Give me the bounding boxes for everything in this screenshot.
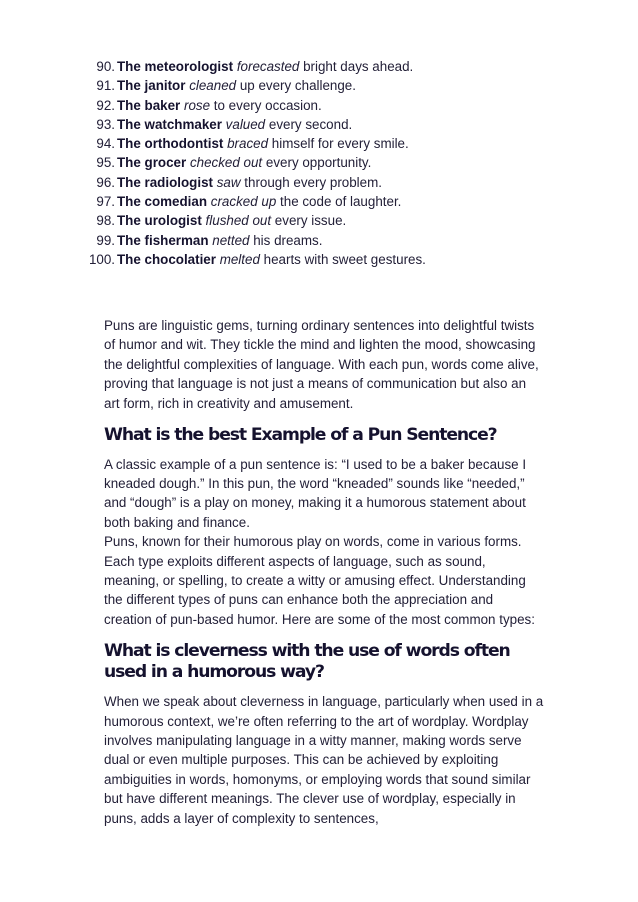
pun-rest: the code of laughter. (280, 194, 402, 210)
section-heading-cleverness: What is cleverness with the use of words often used in a humorous way? (104, 641, 510, 682)
list-number: 99. (96, 232, 115, 248)
pun-sentence (117, 96, 322, 115)
list-number: 98. (96, 213, 115, 229)
pun-list-item (0, 192, 638, 211)
pun-verb: flushed out (205, 213, 272, 229)
pun-subject: The fisherman (117, 232, 209, 248)
pun-subject: The orthodontist (117, 136, 224, 152)
pun-rest: through every problem. (244, 174, 382, 190)
pun-sentence (117, 134, 409, 153)
pun-verb: saw (216, 174, 241, 190)
pun-list-item (0, 96, 638, 115)
list-number: 93. (96, 116, 115, 132)
pun-list-item (0, 153, 638, 172)
pun-sentence (117, 192, 401, 211)
list-number: 90. (96, 59, 115, 74)
pun-rest: hearts with sweet gestures. (263, 251, 426, 267)
pun-sentence (117, 76, 356, 95)
pun-subject: The comedian (117, 194, 208, 210)
pun-rest: every opportunity. (265, 155, 372, 171)
pun-rest: bright days ahead. (303, 59, 414, 74)
list-number: 94. (96, 136, 115, 152)
pun-sentence (117, 231, 322, 250)
list-number: 96. (96, 174, 115, 190)
pun-sentence (117, 115, 352, 134)
pun-list-item (0, 134, 638, 153)
pun-list-item (0, 231, 638, 250)
pun-list-item (0, 115, 638, 134)
pun-subject: The radiologist (117, 174, 213, 190)
intro-paragraph: Puns are linguistic gems, turning ordinary sentences into delightful twists of humor and wit. They tickle the mind and lighten the mood, showcasing the delightful complexities of language. With each pun, words come alive, proving that language is not just a means of communication but also an art form, rich in creativity and amusement. (104, 318, 539, 411)
section-heading-best-example: What is the best Example of a Pun Sentence? (104, 425, 497, 446)
pun-rest: up every challenge. (239, 78, 356, 94)
pun-verb: braced (227, 136, 269, 152)
pun-sentence (117, 57, 413, 76)
pun-subject: The baker (117, 97, 181, 113)
pun-verb: cracked up (210, 194, 277, 210)
pun-list-item (0, 173, 638, 192)
pun-types-paragraph: Puns, known for their humorous play on words, come in various forms. Each type exploits different aspects of language, such as sound, meaning, or spelling, to create a witty or amusing effect. Understanding the different types of puns can enhance both the appreciation and creation of pun-based humor. Here are some of the most common types: (104, 534, 535, 627)
list-number: 100. (88, 251, 115, 267)
pun-subject: The meteorologist (117, 59, 234, 74)
pun-list-item (0, 76, 638, 95)
pun-sentence (117, 250, 426, 269)
pun-subject: The chocolatier (117, 251, 216, 267)
pun-rest: to every occasion. (213, 97, 322, 113)
pun-verb: valued (225, 116, 266, 132)
pun-sentence (117, 173, 382, 192)
pun-rest: every second. (268, 116, 353, 132)
pun-verb: rose (184, 97, 211, 113)
pun-subject: The janitor (117, 78, 186, 94)
pun-subject: The urologist (117, 213, 202, 229)
pun-verb: netted (212, 232, 250, 248)
pun-list-item (0, 57, 638, 76)
cleverness-paragraph: When we speak about cleverness in language, particularly when used in a humorous context, we’re often referring to the art of wordplay. Wordplay involves manipulating language in a witty manner, making words serve dual or even multiple purposes. This can be achieved by exploiting ambiguities in words, homonyms, or employing words that sound similar but have different meanings. The clever use of wordplay, especially in puns, adds a layer of complexity to sentences, (104, 694, 544, 826)
pun-verb: checked out (189, 155, 263, 171)
pun-subject: The watchmaker (117, 116, 222, 132)
article-body (104, 316, 544, 828)
pun-verb: melted (219, 251, 260, 267)
best-example-paragraph: A classic example of a pun sentence is: “I used to be a baker because I kneaded dough.” In this pun, the word “kneaded” sounds like “needed,” and “dough” is a play on money, making it a humorous statement about both baking and finance. (104, 456, 527, 530)
pun-rest: every issue. (274, 213, 347, 229)
pun-list (0, 57, 638, 269)
pun-sentence (117, 211, 346, 230)
pun-verb: forecasted (236, 59, 300, 74)
pun-subject: The grocer (117, 155, 187, 171)
pun-rest: himself for every smile. (271, 136, 409, 152)
list-number: 92. (96, 97, 115, 113)
pun-list-item (0, 250, 638, 269)
pun-rest: his dreams. (253, 232, 323, 248)
list-number: 95. (96, 155, 115, 171)
pun-sentence (117, 153, 371, 172)
pun-list-item (0, 211, 638, 230)
list-number: 91. (96, 78, 115, 94)
list-number: 97. (96, 194, 115, 210)
pun-verb: cleaned (189, 78, 237, 94)
